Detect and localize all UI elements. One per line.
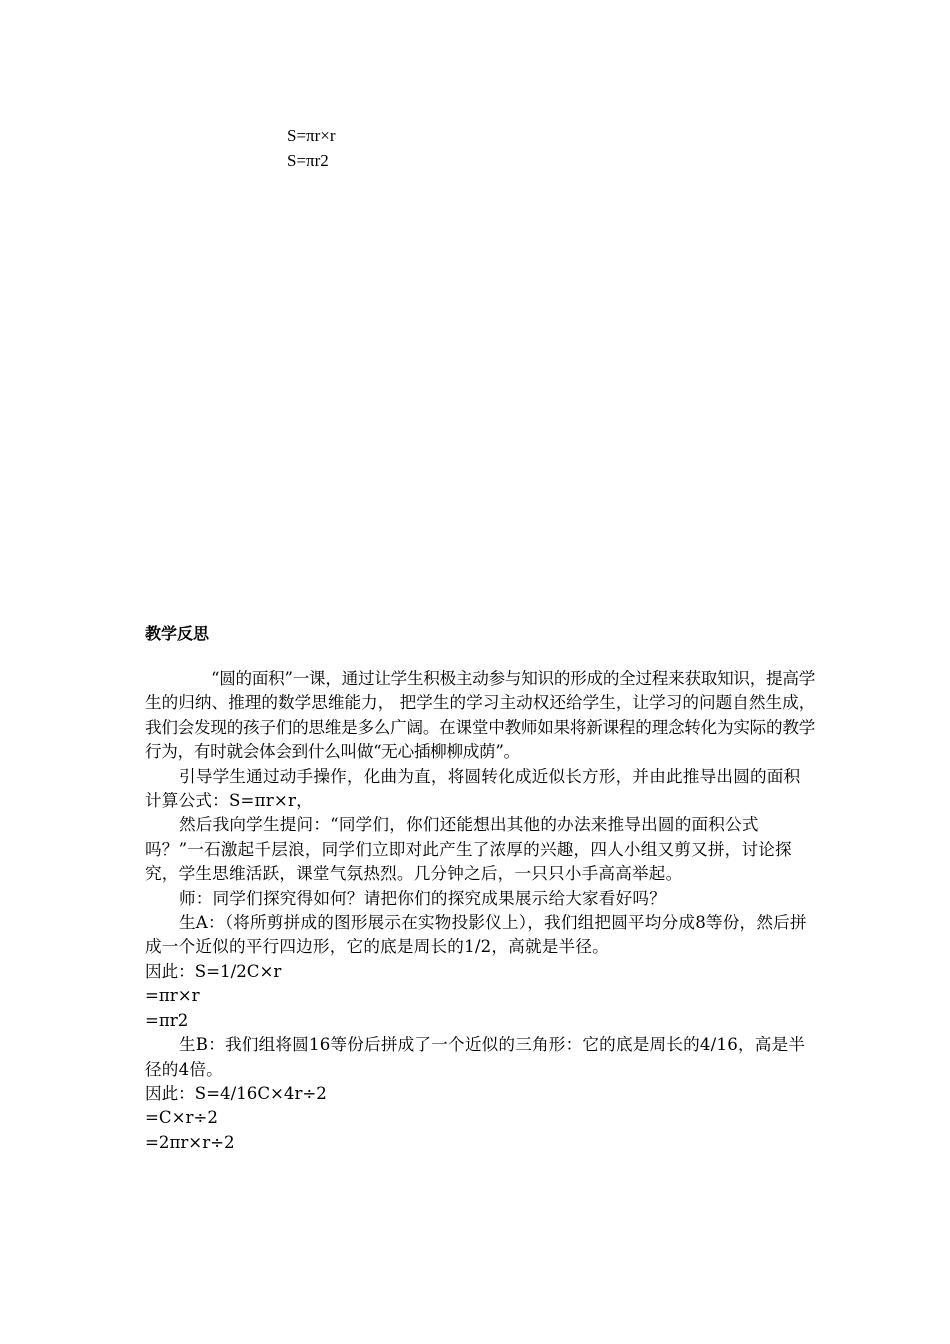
paragraph-student-a: 生A：（将所剪拼成的图形展示在实物投影仪上），我们组把圆平均分成8等份，然后拼成一个近似的平行四边形，它的底是周长的1/2，高就是半径。: [145, 913, 807, 957]
derivation-a-line-3: =πr2: [145, 1010, 189, 1030]
paragraph-question: 然后我向学生提问：“同学们，你们还能想出其他的办法来推导出圆的面积公式吗？”一石激起千层浪，同学们立即对此产生了浓厚的兴趣，四人小组又剪又拼，讨论探究，学生思维活跃，课堂气氛热烈。几分钟之后，一只只小手高高举起。: [145, 815, 792, 884]
section-body: [145, 667, 815, 1155]
derivation-b-line-2: =C×r÷2: [145, 1108, 218, 1128]
derivation-b-line-3: =2πr×r÷2: [145, 1132, 235, 1152]
derivation-a-line-2: =πr×r: [145, 986, 200, 1006]
formula-line-1: S=πr×r: [287, 126, 336, 145]
paragraph-teacher: 师：同学们探究得如何？请把你们的探究成果展示给大家看好吗？: [179, 888, 667, 908]
section-heading: 教学反思: [145, 624, 210, 643]
derivation-a-line-1: 因此：S=1/2C×r: [145, 961, 282, 981]
paragraph-guide: 引导学生通过动手操作，化曲为直，将圆转化成近似长方形，并由此推导出圆的面积计算公式：S=πr×r，: [145, 766, 801, 811]
paragraph-intro: “圆的面积”一课，通过让学生积极主动参与知识的形成的全过程来获取知识，提高学生的归纳、推理的数学思维能力， 把学生的学习主动权还给学生，让学习的问题自然生成，我们会发现的孩子们的思维是多么广阔。在课堂中教师如果将新课程的理念转化为实际的教学行为，有时就会体会到什么叫做“无心插柳柳成荫”。: [145, 669, 815, 762]
formula-line-2: S=πr2: [287, 151, 329, 170]
paragraph-student-b: 生B：我们组将圆16等份后拼成了一个近似的三角形：它的底是周长的4/16，高是半径的4倍。: [145, 1035, 806, 1079]
derivation-b-line-1: 因此：S=4/16C×4r÷2: [145, 1083, 327, 1103]
